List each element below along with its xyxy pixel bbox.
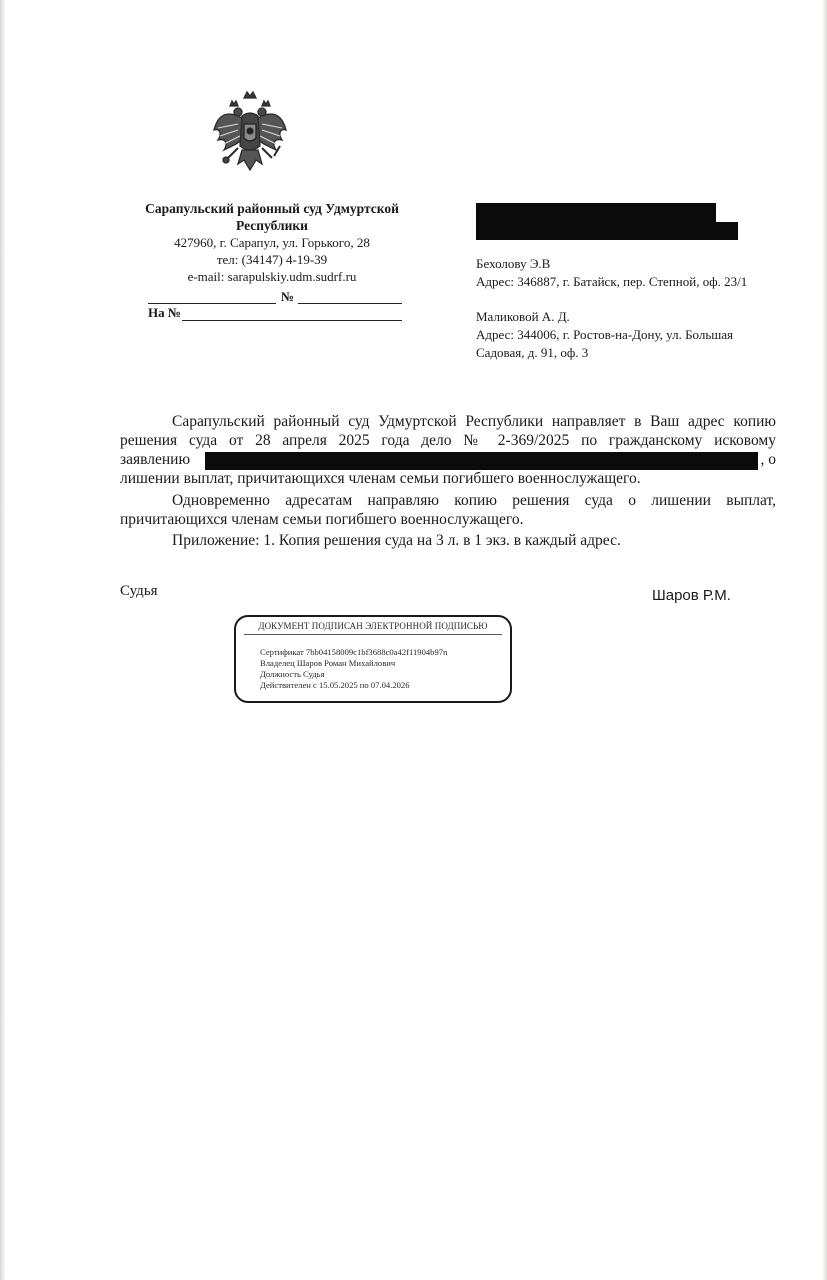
zayavleniyu-word: заявлению <box>120 451 191 468</box>
body-paragraph-1-line-2: решения суда от 28 апреля 2025 года дело № 2-369/2025 по гражданскому исковому <box>120 432 776 449</box>
letter-body <box>120 412 776 550</box>
court-email: e-mail: sarapulskiy.udm.sudrf.ru <box>187 269 357 284</box>
stamp-owner: Владелец Шаров Роман Михайлович <box>260 658 396 668</box>
number-sign: № <box>281 289 295 304</box>
judge-name: Шаров Р.М. <box>652 587 731 604</box>
redaction-block <box>476 222 738 240</box>
stamp-validity: Действителен с 15.05.2025 по 07.04.2026 <box>260 680 410 690</box>
recipient-name: Бехолову Э.В <box>476 256 551 271</box>
body-paragraph-1-line-1: Сарапульский районный суд Удмуртской Республики направляет в Ваш адрес копию <box>172 413 776 430</box>
court-address: 427960, г. Сарапул, ул. Горького, 28 <box>174 235 370 250</box>
body-paragraph-2-line-1: Одновременно адресатам направляю копию решения суда о лишении выплат, <box>172 492 776 509</box>
na-label: На № <box>148 305 181 320</box>
body-paragraph-2-line-2: причитающихся членам семьи погибшего военнослужащего. <box>120 511 524 528</box>
redaction-block <box>205 452 758 470</box>
court-phone: тел: (34147) 4-19-39 <box>216 252 328 267</box>
court-name-line1: Сарапульский районный суд Удмуртской <box>145 201 399 216</box>
stamp-certificate: Сертификат 7bb04158009c1bf3688c0a42f11904b97n <box>260 647 448 657</box>
court-header <box>130 200 414 285</box>
reference-number-row <box>148 305 402 323</box>
number-underline-right <box>298 303 402 304</box>
stamp-divider <box>244 634 502 635</box>
recipient-name: Маликовой А. Д. <box>476 309 570 324</box>
outgoing-number-row <box>148 290 402 306</box>
body-paragraph-1-line-4: лишении выплат, причитающихся членам семьи погибшего военнослужащего. <box>120 470 641 487</box>
reference-underline <box>182 320 402 321</box>
stamp-details <box>260 647 447 691</box>
recipient-address: Адрес: 344006, г. Ростов-на-Дону, ул. Большая <box>476 327 734 342</box>
stamp-title: ДОКУМЕНТ ПОДПИСАН ЭЛЕКТРОННОЙ ПОДПИСЬЮ <box>258 621 488 631</box>
stamp-position: Должность Судья <box>260 669 325 679</box>
court-name-line2: Республики <box>236 218 308 233</box>
scan-edge-left <box>0 0 6 1280</box>
number-underline-left <box>148 303 276 304</box>
recipient-address: Адрес: 346887, г. Батайск, пер. Степной, оф. 23/1 <box>476 274 748 289</box>
recipients-block <box>476 255 806 362</box>
judge-label: Судья <box>120 583 158 599</box>
body-tail: , о <box>760 451 776 468</box>
body-paragraph-3: Приложение: 1. Копия решения суда на 3 л. в 1 экз. в каждый адрес. <box>172 532 621 549</box>
coat-of-arms-icon <box>208 84 292 184</box>
recipient-address: Садовая, д. 91, оф. 3 <box>476 345 589 360</box>
scan-edge-right <box>822 0 827 1280</box>
electronic-signature-stamp <box>234 615 512 703</box>
